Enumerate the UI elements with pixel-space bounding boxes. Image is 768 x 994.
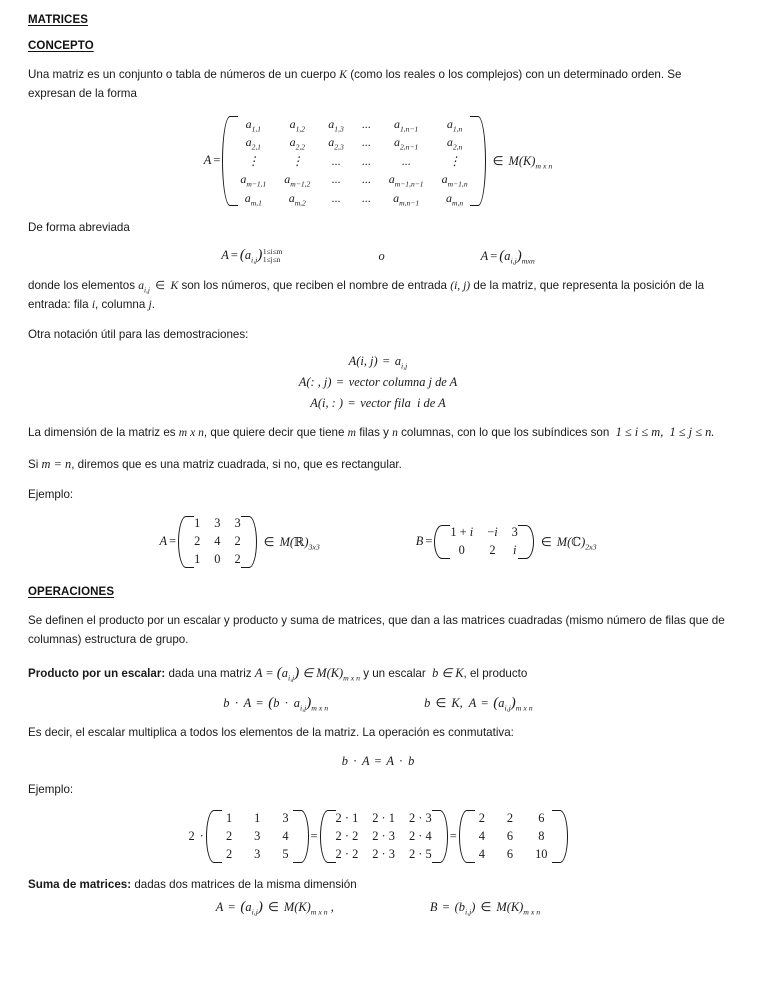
paren-right-icon xyxy=(559,809,568,863)
equation-notation-2 xyxy=(28,375,728,390)
example-matrix-a xyxy=(178,515,257,569)
table-row: 2 · 2 2 · 3 2 · 5 xyxy=(335,847,432,862)
abbrev-form-2: $A = (a_{i,j})_{mxn}$ xyxy=(480,247,535,265)
equation-notation-3 xyxy=(28,396,728,411)
table-row: 1 0 2 xyxy=(194,552,241,567)
dim-part2: , que quiere decir que tiene xyxy=(203,426,348,440)
symbol-k: K xyxy=(339,68,348,81)
notation-line-3: A(i, : ) = vector fila i de A xyxy=(310,396,446,411)
scalar-product-conditions: b ∈ K, $A = (a_{i,j})_{m x n}$ xyxy=(424,694,533,713)
intro-text-part1: Una matriz es un conjunto o tabla de números de un cuerpo xyxy=(28,68,340,81)
table-row: $a_{1,1}$ $a_{1,2}$ $a_{1,3}$ ... $a_{1,n-1}$ $a_{1,n}$ xyxy=(245,116,463,133)
equation-example-matrices xyxy=(28,515,728,569)
paren-left-icon xyxy=(459,809,468,863)
suma-matrix-a-def: $A = (a_{i,j})$ ∈ $M(K)_{m x n}$ , xyxy=(215,898,334,916)
table-row: 1 + i −i 3 xyxy=(450,525,518,540)
symbol-m: m xyxy=(347,426,357,440)
scalar-example-result xyxy=(459,809,568,863)
symbol-ij-pair: (i, j) xyxy=(450,278,471,292)
paragraph-cuadrada xyxy=(28,454,728,475)
table-row: 2 4 2 xyxy=(194,534,241,549)
table-row: $a_{m,1}$ $a_{m,2}$ ... ... $a_{m,n-1}$ $a_{m,n}$ xyxy=(244,190,464,208)
symbol-i: i xyxy=(91,297,96,311)
general-matrix-table xyxy=(231,115,476,208)
table-row: 2 3 5 xyxy=(225,847,289,862)
cuadrada-part1: Si xyxy=(28,458,42,472)
table-row: 2 2 6 xyxy=(478,810,545,825)
escalar-part1: dada una matriz xyxy=(165,666,255,680)
paren-right-icon xyxy=(477,115,486,208)
equation-general-matrix xyxy=(28,115,728,208)
donde-part4: , columna xyxy=(95,297,149,311)
sup-range-i: 1≤i≤m xyxy=(262,246,283,256)
intro-text-part2: (como los reales o los complejos) con un determinado orden. Se expresan de la forma xyxy=(28,68,682,100)
paragraph-es-decir: Es decir, el escalar multiplica a todos los elementos de la matriz. La operación es conmutativa: xyxy=(28,725,514,739)
section-heading-concepto: CONCEPTO xyxy=(28,40,94,52)
symbol-mxn: m x n xyxy=(178,426,204,440)
matrix-label-a: A = xyxy=(203,153,221,168)
paren-right-icon xyxy=(525,524,534,560)
paragraph-dimension xyxy=(28,422,728,443)
paragraph-ejemplo-2: Ejemplo: xyxy=(28,782,74,796)
equation-suma-definitions xyxy=(28,899,728,916)
paragraph-otra-notacion: Otra notación útil para las demostraciones: xyxy=(28,327,249,341)
symbol-index-range: 1 ≤ i ≤ m, 1 ≤ j ≤ n. xyxy=(612,425,715,440)
general-matrix xyxy=(222,115,485,208)
symbol-j: j xyxy=(148,297,152,311)
symbol-n: n xyxy=(392,426,398,440)
table-row: 2 · 1 2 · 1 2 · 3 xyxy=(335,810,432,825)
notation-line-1: A(i, $j) = a_{i,j}$ xyxy=(348,354,408,371)
example-matrix-b-group: B = 1 + i −i 3 0 2 i ∈ $M(ℂ)_{2x3}$ xyxy=(416,524,597,560)
donde-part5: . xyxy=(151,297,156,311)
paragraph-donde xyxy=(28,277,728,315)
scalar-example-operand-table xyxy=(215,809,300,863)
paragraph-ejemplo-1: Ejemplo: xyxy=(28,487,74,501)
paren-left-icon xyxy=(222,115,231,208)
table-row: 2 · 2 2 · 3 2 · 4 xyxy=(335,829,432,844)
symbol-in: ∈ xyxy=(155,278,166,292)
label-producto-escalar: Producto por un escalar: xyxy=(28,666,166,680)
table-row: $a_{m-1,1}$ $a_{m-1,2}$ ... ... $a_{m-1,n-1}$ $a_{m-1,n}$ xyxy=(240,172,468,189)
paren-left-icon xyxy=(178,515,187,569)
dim-part1: La dimensión de la matriz es xyxy=(28,426,179,440)
paren-right-icon xyxy=(439,809,448,863)
table-row: 4 6 8 xyxy=(478,829,545,844)
paragraph-abreviada: De forma abreviada xyxy=(28,221,130,235)
paren-left-icon xyxy=(320,809,329,863)
table-row: 2 3 4 xyxy=(225,829,289,844)
abbrev-form-1: $A = (a_{i,j})$ 1≤i≤m 1≤j≤n xyxy=(221,246,283,265)
table-row: $a_{2,1}$ $a_{2,2}$ $a_{2,3}$ ... $a_{2,n-1}$ $a_{2,n}$ xyxy=(245,135,463,152)
paragraph-escalar xyxy=(28,661,728,685)
scalar-example-operand xyxy=(206,809,309,863)
symbol-k-2: K xyxy=(170,278,179,292)
suma-matrix-b-def: $B = (b_{i,j})$ ∈ $M(K)_{m x n}$ xyxy=(429,900,541,917)
donde-part1: donde los elementos xyxy=(28,278,139,292)
example-b-membership: ∈ $M(ℂ)_{2x3}$ xyxy=(540,533,597,552)
table-row: ⋮ ⋮ ... ... ... ⋮ xyxy=(247,153,461,168)
paren-right-icon xyxy=(300,809,309,863)
page-title: MATRICES xyxy=(28,14,89,26)
example-matrix-b xyxy=(434,524,534,560)
abbrev-conjunction: o xyxy=(378,248,385,263)
table-row: 0 2 i xyxy=(458,543,517,558)
scalar-example-expanded-table xyxy=(329,809,439,863)
table-row: 4 6 10 xyxy=(478,847,548,862)
label-suma-matrices: Suma de matrices: xyxy=(28,877,132,891)
scalar-example-result-table xyxy=(468,809,559,863)
example-matrix-a-group: A = 1 3 3 2 4 2 1 0 2 ∈ $M(ℝ)_{3x3}$ xyxy=(159,515,319,569)
symbol-aij: $a_{i,j}$ xyxy=(138,278,150,295)
scalar-example-scalar: 2 · xyxy=(188,829,204,844)
section-heading-operaciones: OPERACIONES xyxy=(28,585,115,598)
equals-sign-2: = xyxy=(449,829,457,844)
equals-sign-1: = xyxy=(310,829,318,844)
equation-notation-1 xyxy=(28,354,728,369)
equation-commutative xyxy=(28,754,728,769)
paragraph-operaciones-def: Se definen el producto por un escalar y producto y suma de matrices, que dan a las matrices cuadradas (mismo número de filas que de columnas) estructura de grupo. xyxy=(28,613,725,646)
donde-part2: son los números, que reciben el nombre de entrada xyxy=(178,278,451,292)
donde-part3: de la matriz, que representa la posición de la entrada: fila xyxy=(28,278,705,311)
example-matrix-a-table xyxy=(187,515,248,569)
dim-part4: columnas, con lo que los subíndices son xyxy=(397,426,613,440)
example-matrix-b-table xyxy=(443,524,525,560)
table-row: 1 3 3 xyxy=(194,516,241,531)
scalar-product-formula: $b \cdot A = (b \cdot a_{i,j})_{m x n}$ xyxy=(223,694,329,713)
equation-scalar-product xyxy=(28,695,728,712)
general-matrix-membership: ∈ $M(K)_{m x n}$ xyxy=(492,153,553,171)
cuadrada-part2: , diremos que es una matriz cuadrada, si no, que es rectangular. xyxy=(71,458,402,472)
formula-b-in-k: b ∈ K xyxy=(432,665,464,680)
escalar-part3: , el producto xyxy=(463,666,528,680)
scalar-example-expanded xyxy=(320,809,448,863)
table-row: 1 1 3 xyxy=(225,810,289,825)
suma-part1: dadas dos matrices de la misma dimensión xyxy=(131,877,357,891)
formula-a-equals-aij: $A = (a_{i,j})$ ∈ $M(K)_{m x n}$ xyxy=(254,664,360,683)
symbol-m-equals-n: m = n xyxy=(41,457,72,472)
equation-scalar-example xyxy=(28,809,728,863)
escalar-part2: y un escalar xyxy=(360,666,429,680)
commutative-formula: b · A = A · b xyxy=(341,753,415,768)
notation-line-2: A(: , j) = vector columna j de A xyxy=(298,375,458,390)
sub-range-j: 1≤j≤n xyxy=(262,255,281,265)
equation-abbreviated xyxy=(28,247,728,265)
paren-left-icon xyxy=(206,809,215,863)
paragraph-intro xyxy=(28,66,728,104)
example-a-membership: ∈ $M(ℝ)_{3x3}$ xyxy=(263,533,320,552)
paragraph-suma xyxy=(28,876,728,895)
paren-left-icon xyxy=(434,524,443,560)
paren-right-icon xyxy=(248,515,257,569)
dim-part3: filas y xyxy=(356,426,393,440)
